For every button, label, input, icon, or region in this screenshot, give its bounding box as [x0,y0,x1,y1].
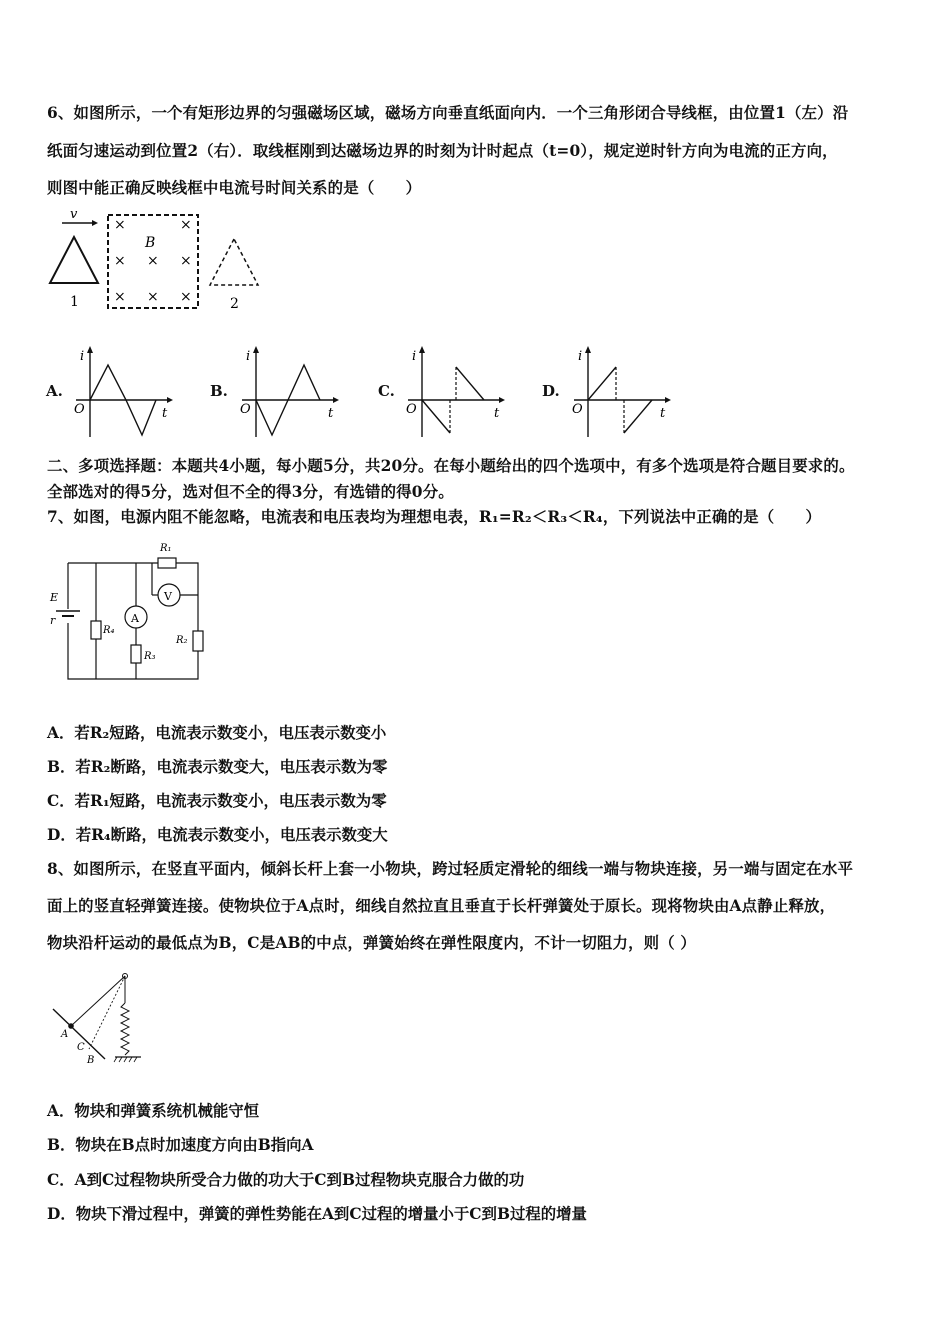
svg-text:×: × [147,253,159,269]
svg-text:×: × [180,289,192,305]
svg-text:i: i [578,349,583,364]
q8-option-a: A．物块和弹簧系统机械能守恒 [47,1102,260,1120]
velocity-label: v [70,207,78,222]
position-2-label: 2 [230,296,239,312]
q8-pulley-figure [45,965,150,1065]
q8-stem-line-1: 8、如图所示，在竖直平面内，倾斜长杆上套一小物块，跨过轻质定滑轮的细线一端与物块连接，另一端与固定在水平 [47,860,854,878]
spring-icon [121,1003,129,1055]
svg-text:C: C [77,1042,85,1053]
q6-option-c-graph [400,345,510,440]
q6-magnetic-field-figure [40,205,280,315]
loop-position-2 [210,239,258,285]
svg-text:t: t [494,406,500,421]
svg-text:R₂: R₂ [176,635,188,646]
q6-option-c-label: C. [378,382,395,400]
q6-option-a-label: A. [46,382,63,400]
svg-text:O: O [406,402,417,417]
q8-option-d: D．物块下滑过程中，弹簧的弹性势能在A到C过程的增量小于C到B过程的增量 [47,1205,587,1223]
q7-circuit-diagram [40,535,215,685]
svg-text:i: i [246,349,251,364]
q7-option-b: B．若R₂断路，电流表示数变大，电压表示数为零 [47,758,388,776]
block-at-a [68,1023,74,1029]
resistor-r2 [193,631,203,651]
position-1-label: 1 [70,294,79,310]
q6-option-a-graph [68,345,178,440]
svg-text:O: O [240,402,251,417]
svg-text:R₃: R₃ [144,651,156,662]
field-cross-marks [114,217,192,305]
svg-text:r: r [50,614,56,627]
q6-option-b-graph [234,345,344,440]
svg-text:×: × [180,217,192,233]
q8-option-c: C．A到C过程物块所受合力做的功大于C到B过程物块克服合力做的功 [47,1171,525,1189]
q8-option-b: B．物块在B点时加速度方向由B指向A [47,1136,314,1154]
svg-text:t: t [162,406,168,421]
q7-option-d: D．若R₄断路，电流表示数变小，电压表示数变大 [47,826,388,844]
svg-text:i: i [412,349,417,364]
svg-text:i: i [80,349,85,364]
q7-option-c: C．若R₁短路，电流表示数变小，电压表示数为零 [47,792,387,810]
svg-text:t: t [660,406,666,421]
section2-line-1: 二、多项选择题：本题共4小题，每小题5分，共20分。在每小题给出的四个选项中，有多个选项是符合题目要求的。 [47,457,855,475]
q7-option-a: A．若R₂短路，电流表示数变小，电压表示数变小 [47,724,387,742]
svg-text:R₁: R₁ [160,543,172,554]
string-line [71,976,125,1026]
q8-stem-line-2: 面上的竖直轻弹簧连接。使物块位于A点时，细线自然拉直且垂直于长杆弹簧处于原长。现将物块由A点静止释放， [47,897,836,915]
field-label: B [145,235,156,251]
svg-text:t: t [328,406,334,421]
svg-text:O: O [572,402,583,417]
q6-stem-line-3: 则图中能正确反映线框中电流号时间关系的是（ ） [47,179,422,197]
q6-option-d-label: D. [542,382,560,400]
section2-line-2: 全部选对的得5分，选对但不全的得3分，有选错的得0分。 [47,483,454,501]
svg-text:×: × [114,289,126,305]
resistor-r3 [131,645,141,663]
resistor-r4 [91,621,101,639]
svg-text:×: × [147,289,159,305]
q8-stem-line-3: 物块沿杆运动的最低点为B，C是AB的中点，弹簧始终在弹性限度内，不计一切阻力，则（ ） [47,934,697,952]
svg-text:R₄: R₄ [103,625,115,636]
svg-text:E: E [50,591,59,604]
q6-option-b-label: B. [210,382,228,400]
svg-text:A: A [61,1029,69,1040]
svg-text:B: B [87,1055,95,1066]
svg-text:×: × [180,253,192,269]
svg-text:A: A [131,612,139,625]
svg-text:×: × [114,217,126,233]
q6-option-d-graph [566,345,676,440]
q6-stem-line-2: 纸面匀速运动到位置2（右）．取线框刚到达磁场边界的时刻为计时起点（t=0），规定逆时针方向为电流的正方向， [47,142,838,160]
svg-text:V: V [164,590,172,603]
svg-text:O: O [74,402,85,417]
q6-stem-line-1: 6、如图所示，一个有矩形边界的匀强磁场区域，磁场方向垂直纸面向内．一个三角形闭合导线框，由位置1（左）沿 [47,104,849,122]
svg-text:×: × [114,253,126,269]
resistor-r1 [158,558,176,568]
loop-position-1 [50,237,98,283]
q7-stem: 7、如图，电源内阻不能忽略，电流表和电压表均为理想电表，R₁=R₂＜R₃＜R₄，下列说法中正确的是（ ） [47,508,822,526]
